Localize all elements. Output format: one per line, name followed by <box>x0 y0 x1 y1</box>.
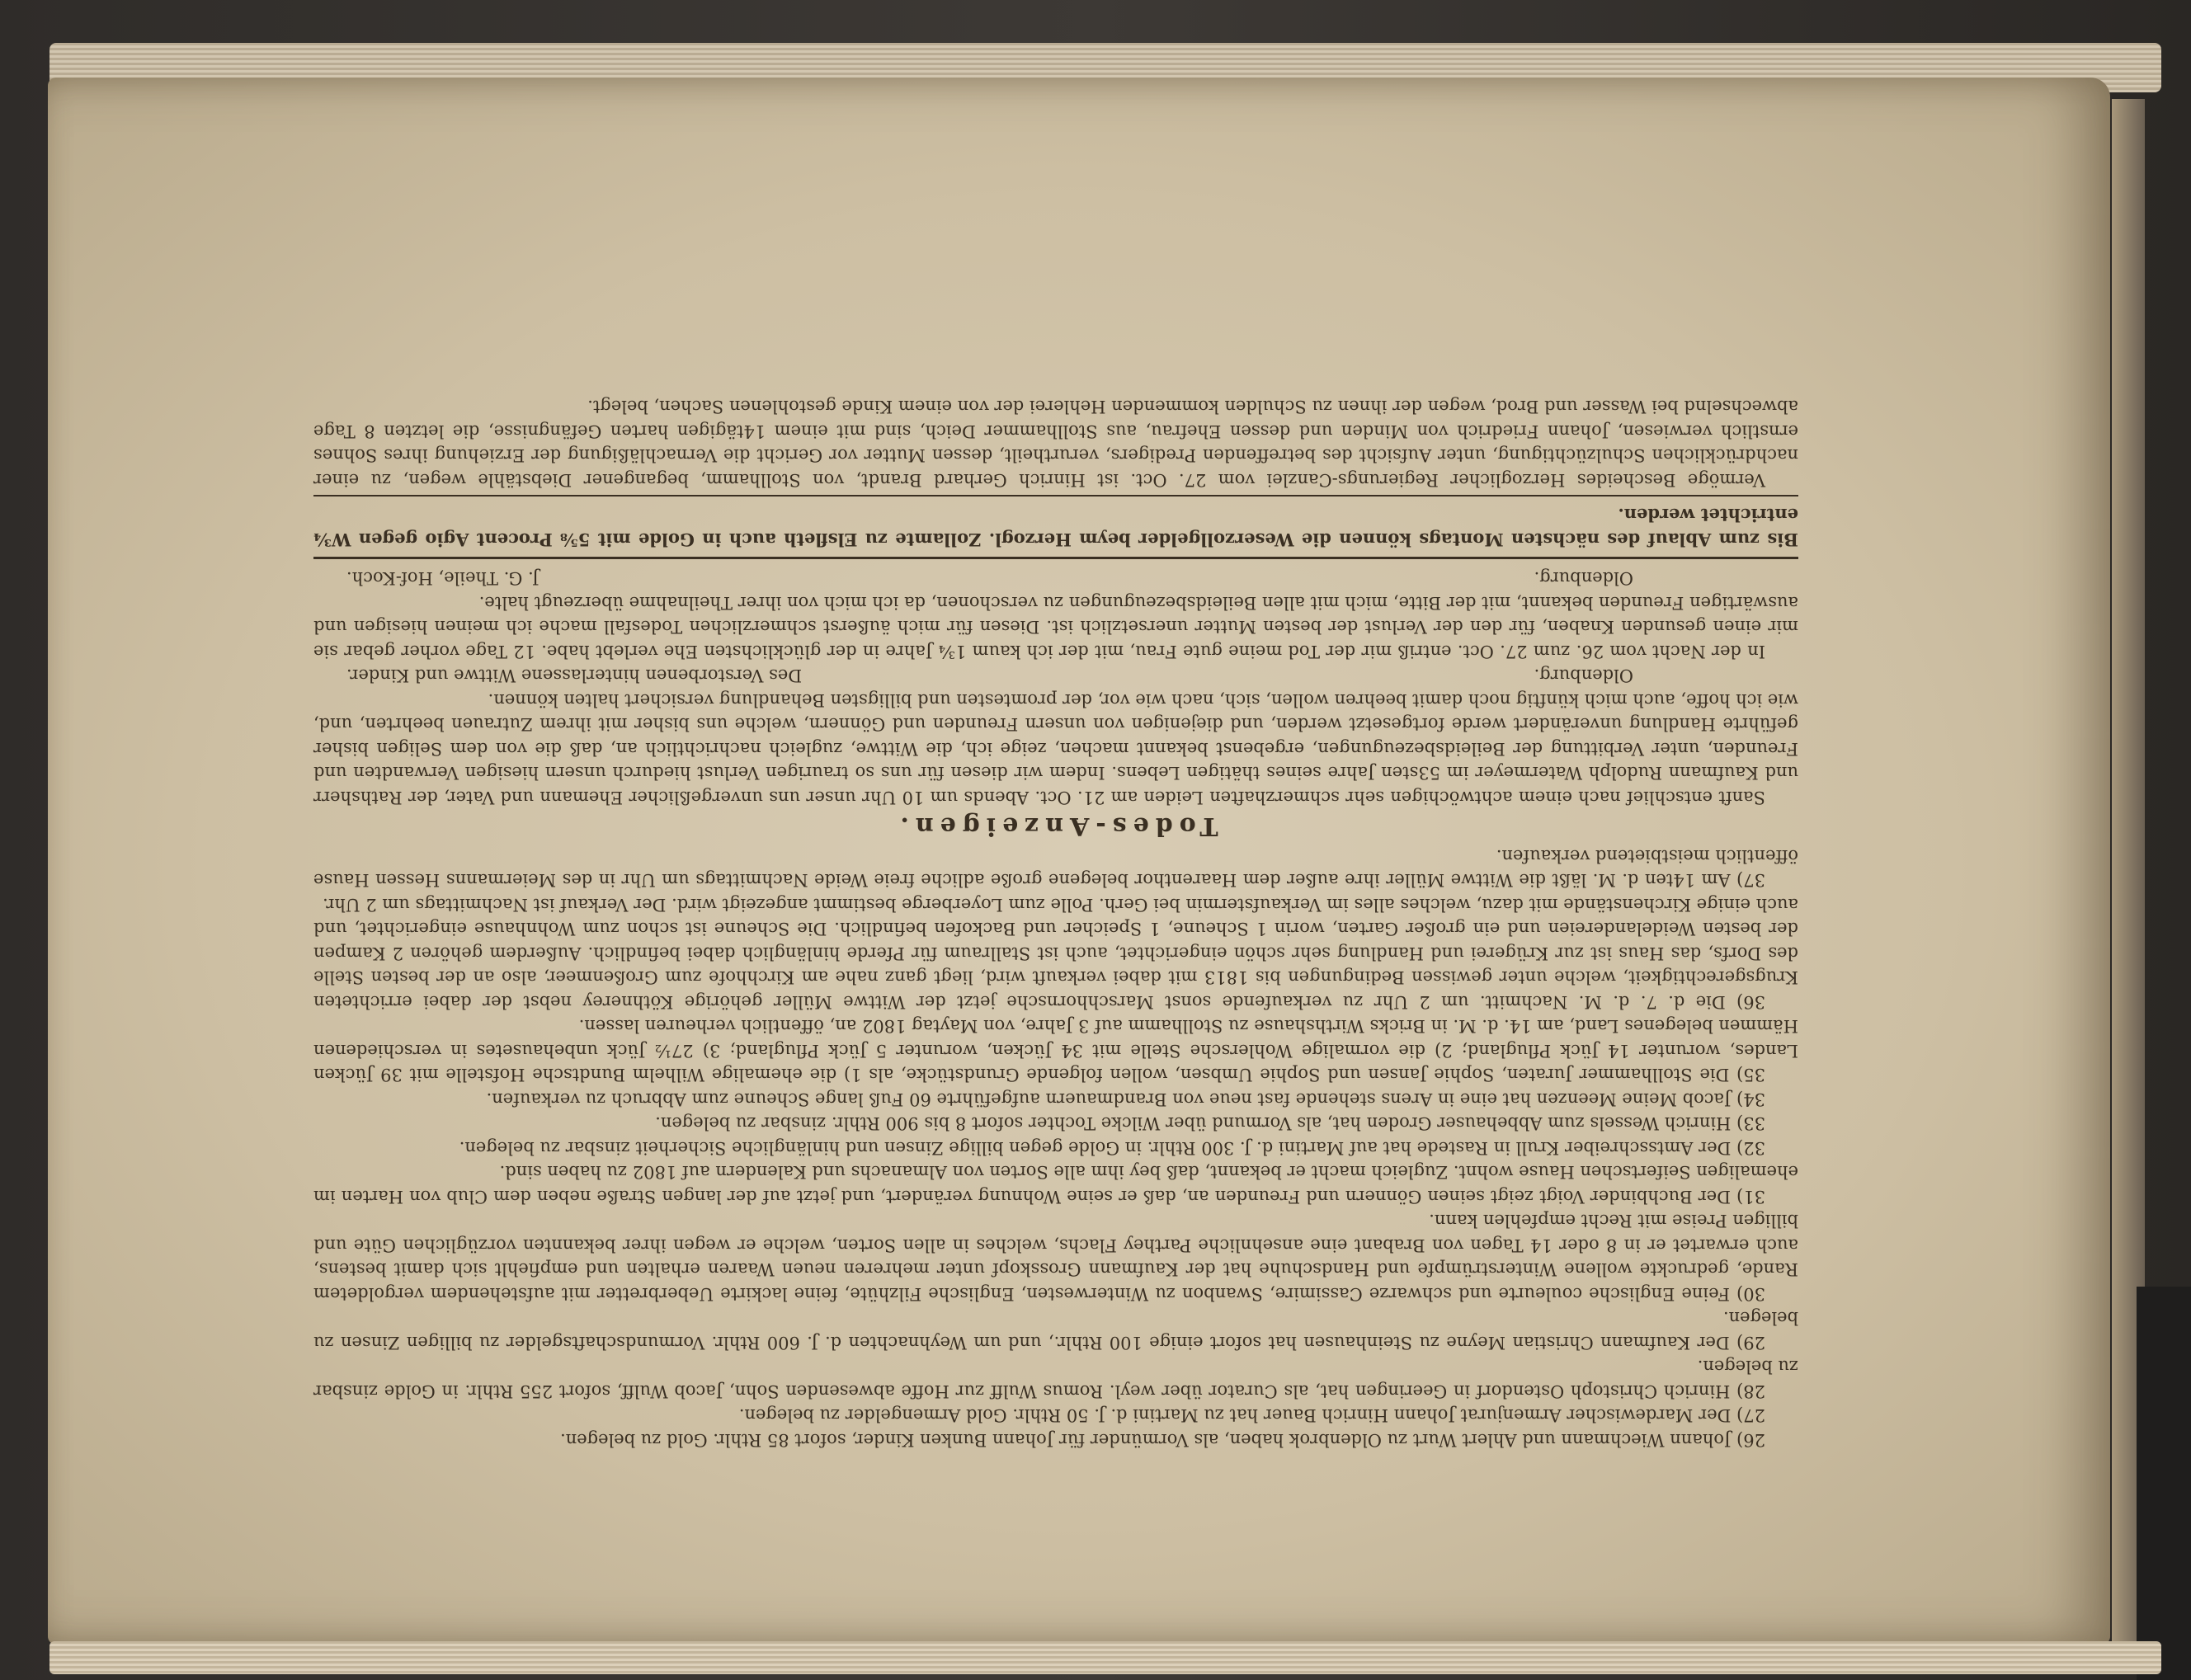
signature-place-2: Oldenburg. <box>1534 568 1633 589</box>
divider-rule-thin <box>313 495 1798 496</box>
signature-name-2: J. G. Theile, Hof-Koch. <box>346 568 540 589</box>
notice-27: 27) Der Mardewischer Armenjurat Johann Hinrich Bauer hat zu Martini d. J. 50 Rthlr. Gold Armengelder zu belegen. <box>738 1405 1765 1426</box>
death-notice-2: In der Nacht vom 26. zum 27. Oct. entriß mir der Tod meine gute Frau, mit der ich kaum 1¾ Jahre in der glücklichsten Ehe verlebt habe. 12 Tage vorher gebar sie mir einen gesunden Knaben, für den der Verlust der besten Mutter unersetzlich ist. Diesen für mich äußerst schmerzlichen Todesfall mache ich meinen hiesigen und auswärtigen Freunden bekannt, mit der Bitte, mich mit allen Beileidsbezeugungen zu verschonen, da ich mich von ihrer Theilnahme überzeugt halte. <box>313 593 1798 661</box>
customs-notice: Bis zum Ablauf des nächsten Montags können die Weserzollgelder beym Herzogl. Zollamte zu Elsfleth auch in Golde mit 5⅝ Procent Agio gegen W¾ entrichtet werden. <box>313 505 1798 550</box>
notice-36: 36) Die d. 7. d. M. Nachmitt. um 2 Uhr zu verkaufende sonst Marschhornsche jetzt der Wittwe Müller gehörige Köthnerey nebst der dabei errichteten Krugsgerechtigkeit, welche unter gewissen Bedingungen bis 1813 mit dabei verkauft wird, liegt ganz nahe am Kirchhofe zum Großenmeer, also an der besten Stelle des Dorfs, das Haus ist zur Krügerei und Handlung sehr schön eingerichtet, auch ist Stallraum für Pferde hinlänglich dabei befindlich. Außerdem gehören 2 Kampen der besten Weidelandereien und ein großer Garten, worin 1 Scheune, 1 Speicher und Backofen befindlich. Die Scheune ist schon zum Wohnhause eingerichtet, und auch einige Kirchenstände mit dazu, welches alles im Verkaufstermin bei Gerh. Polle zum Loyerberge bestimmt angezeigt wird. Der Verkauf ist Nachmittags um 2 Uhr. <box>313 895 1798 1012</box>
book-cover-edge <box>2137 1287 2191 1680</box>
divider-rule <box>313 557 1798 559</box>
page-edges-bottom <box>49 1641 2161 1674</box>
notice-29: 29) Der Kaufmann Christian Meyne zu Steinhausen hat sofort einige 100 Rthlr., und um Weyhnachten d. J. 600 Rthlr. Vormundschaftsgelder zu billigen Zinsen zu belegen. <box>313 1308 1798 1353</box>
notice-32: 32) Der Amtsschreiber Krull in Rastede hat auf Martini d. J. 300 Rthlr. in Golde gegen billige Zinsen und hinlängliche Sicherheit zinsbar zu belegen. <box>459 1138 1765 1158</box>
notice-37: 37) Am 14ten d. M. läßt die Wittwe Müller ihre außer dem Haarenthor belegene große adliche freie Weide Nachmittags um Uhr in des Meiermanns Hessen Hause öffentlich meistbietend verkaufen. <box>313 846 1798 891</box>
notice-30: 30) Feine Englische couleurte und schwarze Cassimire, Swanbon zu Winterwesten, Englische Filzhüte, feine lackirte Ueberbretter mit aufstehendem vergoldetem Rande, gedruckte wollene Winterstrümpfe und Handschuhe hat der Kaufmann Grosskopf unter mehreren neuen Waaren erhalten und empfiehlt sich damit bestens, auch erwartet er in 8 oder 14 Tagen von Brabant eine ansehnliche Parthey Flachs, welches in allen Sorten, welche er wegen ihrer bekannten vorzüglichen Güte und billigen Preise mit Recht empfehlen kann. <box>313 1211 1798 1304</box>
signature-place: Oldenburg. <box>1534 666 1633 686</box>
death-notice-1: Sanft entschlief nach einem achtwöchigen sehr schmerzhaften Leiden am 21. Oct. Abends um 10 Uhr unser uns unvergeßlicher Ehemann und Vater, der Rathsherr und Kaufmann Rudolph Watermeyer im 53sten Jahre seines thätigen Lebens. Indem wir diesen für uns so traurigen Verlust hiedurch unsern hiesigen Verwandten und Freunden, unter Verbittung der Beileidsbezeugungen, ergebenst bekannt machen, zeige ich, die Wittwe, zugleich nachrichtlich an, daß die von dem Seligen bisher geführte Handlung unverändert werde fortgesetzt werden, und diejenigen von unsern Freunden und Gönnern, welche uns bisher mit ihrem Zutrauen beehrten, und, wie ich hoffe, auch mich künftig noch damit beehren wollen, sich, nach wie vor, der promtesten und billigsten Behandlung versichert halten können. <box>313 690 1798 807</box>
notice-35: 35) Die Stollhammer Juraten, Sophie Jansen und Sophie Umbsen, wollen folgende Grundstücke, als 1) die ehemalige Wilhelm Bundtsche Hofstelle mit 39 Jücken Landes, worunter 14 Jück Pflugland; 2) die vormalige Wohlersche Stelle mit 34 Jücken, worunter 5 Jück Pflugland; 3) 27½ Jück unbehausetes in verschiedenen Hämmen belegenes Land, am 14. d. M. in Bricks Wirthshause zu Stollhamm auf 3 Jahre, von Maytag 1802 an, öffentlich verheuren lassen. <box>313 1016 1798 1085</box>
court-verdict-notice: Vermöge Bescheides Herzoglicher Regierungs-Canzlei vom 27. Oct. ist Hinrich Gerhard Brandt, von Stollhamm, begangener Diebstähle wegen, zu einer nachdrücklichen Schulzüchtigung, unter Aufsicht des betreffenden Predigers, verurtheilt, dessen Mutter vor Gericht die Vernachläßigung der Erziehung ihres Sohnes ernstlich verwiesen, Johann Friedrich von Minden und dessen Ehefrau, aus Stollhammer Deich, sind mit einem 14tägigen harten Gefängnisse, die letzten 8 Tage abwechselnd bei Wasser und Brod, wegen der ihnen zu Schulden kommenden Hehlerei der von einem Kinde gestohlenen Sachen, belegt. <box>313 397 1798 490</box>
signature-name: Des Verstorbenen hinterlassene Wittwe und Kinder. <box>346 666 803 686</box>
rotated-text-block <box>313 247 1798 1452</box>
death-notices-heading: Todes-Anzeigen. <box>893 812 1218 841</box>
death-notice-2-signature <box>313 566 1798 591</box>
notice-33: 33) Hinrich Wessels zum Abbehauser Groden hat, als Vormund über Wilcke Tochter sofort 8 bis 900 Rthlr. zinsbar zu belegen. <box>655 1113 1765 1134</box>
notice-34: 34) Jacob Meine Meenzen hat eine in Arens stehende fast neue von Brandmauern aufgeführte 60 Fuß lange Scheune zum Abbruch zu verkaufen. <box>486 1089 1765 1109</box>
notice-31: 31) Der Buchbinder Voigt zeigt seinen Gönnern und Freunden an, daß er seine Wohnung verändert, und jetzt auf der langen Straße neben dem Club von Harten im ehemaligen Seifertschen Hause wohnt. Zugleich macht er bekannt, daß bey ihm alle Sorten von Almanachs und Kalendern auf 1802 zu haben sind. <box>313 1162 1798 1207</box>
notice-26: 26) Johann Wiechmann und Ahlert Wurt zu Oldenbrok haben, als Vormünder für Johann Bunken Kinder, sofort 85 Rthlr. Gold zu belegen. <box>560 1430 1765 1450</box>
death-notice-1-signature <box>313 663 1798 688</box>
notice-28: 28) Hinrich Christoph Ostendorf in Geeringen hat, als Curator über weyl. Romus Wulff zur Hoffe abwesenden Sohn, Jacob Wulff, sofort 255 Rthlr. in Golde zinsbar zu belegen. <box>313 1357 1798 1401</box>
